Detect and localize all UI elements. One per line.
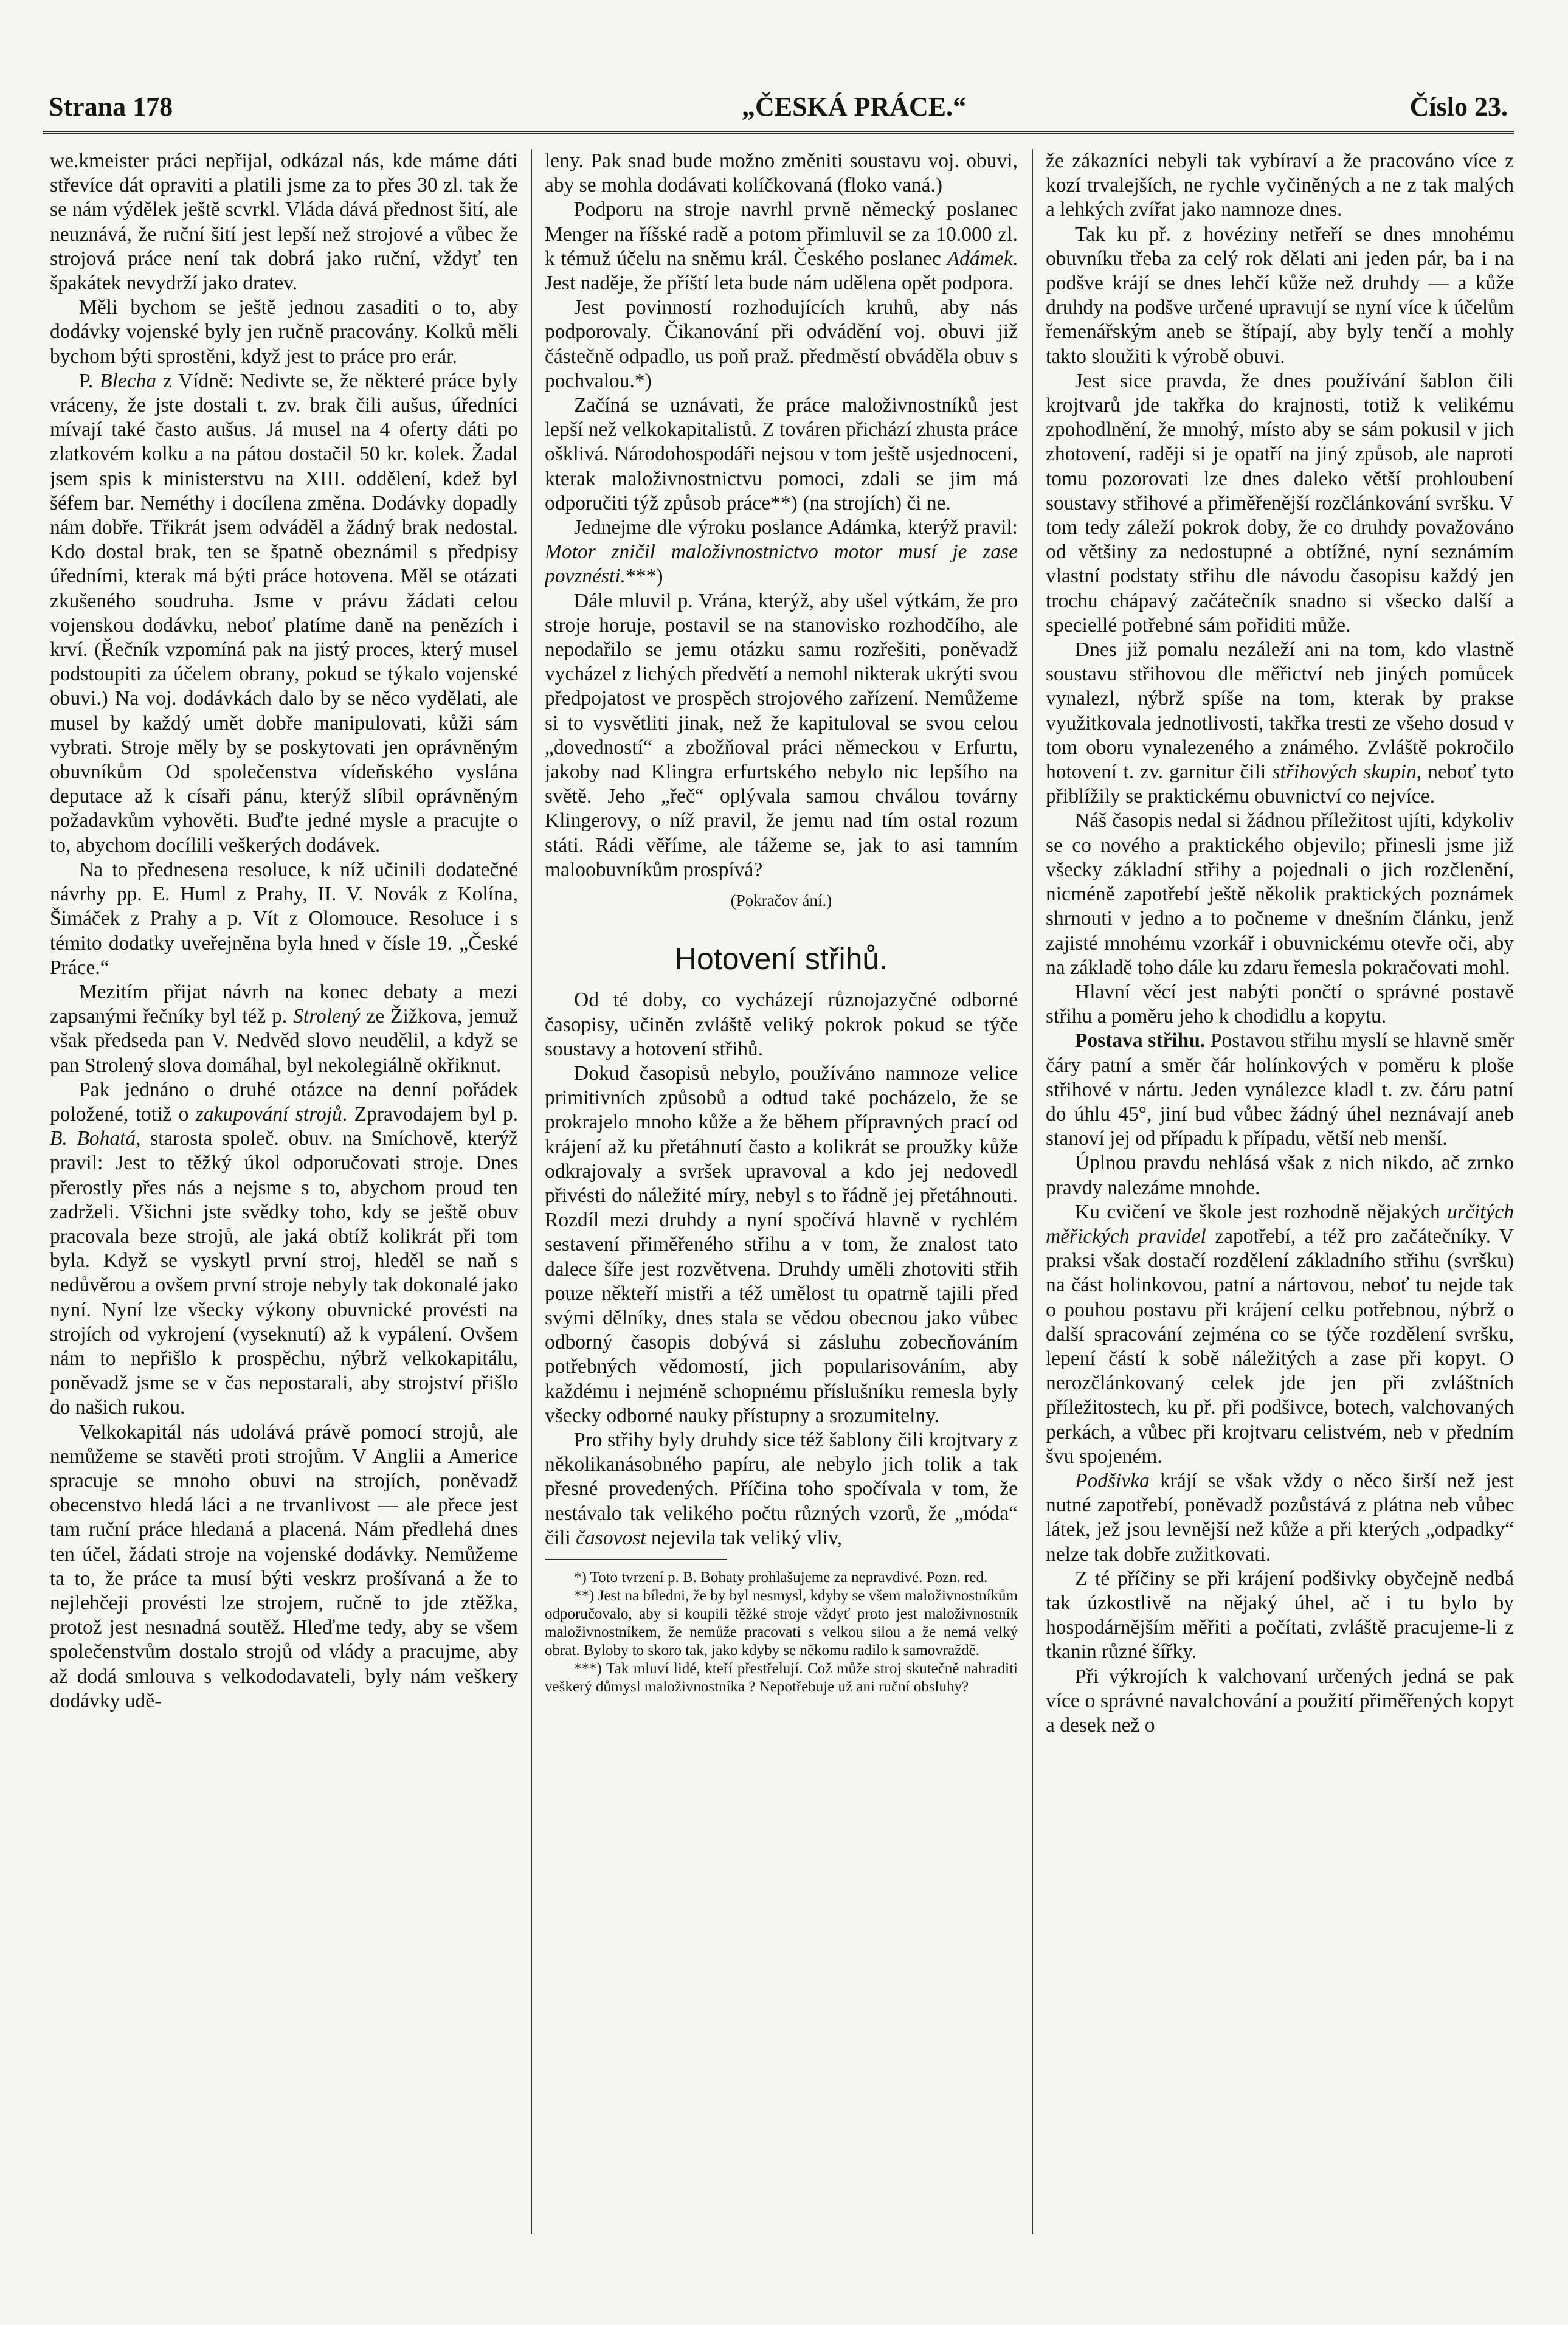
section-heading: Postava střihu. — [1075, 1029, 1206, 1052]
paragraph: že zákazníci nebyli tak vybíraví a že pracováno více z kozí trvalejších, ne rychle vyčiněných a ne z tak malých a lehkých zvířat jako namnoze dnes. — [1046, 150, 1514, 221]
paragraph — [545, 516, 1018, 589]
quote: Motor zničil maloživnostnictvo motor musí je zase povznésti. — [545, 541, 1018, 588]
paragraph — [1046, 1200, 1514, 1469]
column-2 — [545, 149, 1018, 2234]
paragraph — [1046, 1469, 1514, 1567]
paragraph — [1046, 1029, 1514, 1151]
paragraph: Začíná se uznávati, že práce maloživnostníků jest lepší než velkokapitalistů. Z továren přichází zhusta práce ošklivá. Národohospodáři nejsou v tom ještě usjednoceni, kterak maloživnostnictvu pomoci, zdali se jim má odporučiti týž způsob práce**) (na strojích) či ne. — [545, 394, 1018, 514]
footnote-separator — [545, 1559, 727, 1560]
text-run: ze Žižkova, jemuž však předseda pan V. Nedvěd slovo neudělil, a když se pan Strolený slova domáhal, byl nekolegiálně okřiknut. — [50, 1005, 518, 1077]
column-3 — [1046, 149, 1514, 2234]
paragraph: Jest povinností rozhodujících kruhů, aby nás podporovaly. Čikanování při odvádění voj. obuvi již částečně odpadlo, us poň praž. předměstí obváděla obuv s pochvalou.*) — [545, 296, 1018, 392]
column-1 — [50, 149, 518, 2234]
paragraph: Velkokapitál nás udolává právě pomocí strojů, ale nemůžeme se stavěti proti strojům. V Anglii a Americe spracuje se mnoho obuvi na strojích, poněvadž obecenstvo hledá láci a ne trvanlivost — ale přece jest tam ruční práce hledaná a placená. Nám předlehá dnes ten účel, žádati stroje na vojenské dodávky. Nemůžeme ta to, že práce ta musí býti veskrz prošívaná a že to nejlehčeji provésti lze strojem, ručně to jde ztěžka, protož jest nesnadná soutěž. Hleďme tedy, aby se všem společenstvům dostalo strojů od vlády a pracujme, aby až dodá smlouva s velkododavateli, byly nám veškery dodávky udě- — [50, 1420, 518, 1712]
text-run: P. — [79, 369, 100, 392]
publication-title: „ČESKÁ PRÁCE.“ — [742, 92, 967, 122]
paragraph: Tak ku př. z hovéziny netřeří se dnes mnohému obuvníku třeba za celý rok dělati ani jeden pár, ba i na podšve krájí se dnes lehčí kůže než druhdy — a kůže druhdy na podšve určené upravují se nyní více k účelům řemenářským aneb se štípají, aby byly tenčí a mohly takto sloužiti k výrobě obuvi. — [1046, 223, 1514, 368]
text-run: Jednejme dle výroku poslance Adámka, kterýž pravil: — [574, 516, 1018, 539]
emphasis: Podšivka — [1075, 1469, 1150, 1492]
text-run: . Zpravodajem byl p. — [342, 1102, 518, 1125]
text-run: Mezitím přijat návrh na konec debaty a mezi zapsanými řečníky byl též p. — [50, 980, 518, 1028]
paragraph: Z té příčiny se při krájení podšivky obyčejně nedbá tak úzkostlivě na nějaký úhel, ač i tu bylo by hospodárnějším měřiti a počítati, zvláště pracujeme-li z tkanin různé šířky. — [1046, 1567, 1514, 1663]
paragraph: Jest sice pravda, že dnes používání šablon čili krojtvarů jde takřka do krajnosti, totiž k velikému zpohodlnění, že mnohý, místo aby se sám pokusil v jich zhotovení, raději si je opatří na jiný způsob, ale naproti tomu pozorovati lze dnes daleko větší prohloubení soustavy střihové a přiměřenější rozčlánkování svršku. V tom tedy záleží pokrok doby, že co druhdy považováno od většiny za nedostupné a obtížné, nyní seznámím vlastní podstaty střihu dle návodu časopisu každý jen trochu chápavý začátečník snadno si všecko další a speciellé potřebné sám pořiditi může. — [1046, 369, 1514, 637]
paragraph: leny. Pak snad bude možno změniti soustavu voj. obuvi, aby se mohla dodávati kolíčkovaná (floko vaná.) — [545, 150, 1018, 197]
emphasis: zakupování strojů — [195, 1102, 342, 1125]
paragraph — [545, 1428, 1018, 1550]
text-run: Pak jednáno o druhé otázce na denní pořádek položené, totiž o — [50, 1078, 518, 1125]
column-divider — [1032, 149, 1033, 2234]
speaker-name: Blecha — [100, 369, 157, 392]
paragraph: Od té doby, co vycházejí různojazyčné odborné časopisy, učiněn zvláště veliký pokrok pokud se týče soustavy a hotovení střihů. — [545, 989, 1018, 1060]
continuation-note: (Pokračov ání.) — [730, 891, 832, 910]
issue-number: Číslo 23. — [1409, 92, 1508, 122]
text-run: Ku cvičení ve škole jest rozhodně nějakých — [1075, 1200, 1448, 1223]
speaker-name: Strolený — [293, 1005, 361, 1028]
text-run: z Vídně: Nedivte se, že některé práce byly vráceny, že jste dostali t. zv. brak čili aušus, úředníci mívají také často aušus. Já musel na 4 oferty dáti po zlatkovém kolku a na pátou dostačil 50 kr. kolek. Žadal jsem spis k ministerstvu na XIII. oddělení, kdež byl šéfem bar. Neméthy i docílena změna. Dodávky dopadly nám dobře. Třikrát jsem odváděl a žádný brak nedostal. Kdo dostal brak, ten se špatně obeznámil s předpisy úředními, kterak má býti práce hotovena. Měl se otázati zkušeného soudruha. Jsme v právu žádati celou vojenskou dodávku, neboť platíme daně na penězích i krví. (Řečník vzpomíná pak na jistý proces, který musel podstoupiti za účelem obrany, pokud se týkalo vojenské obuvi.) Na voj. dodávkách dalo by se něco vydělati, ale musel by každý umět dobře manipulovati, kůži sám vybrati. Stroje měly by se poskytovati jen oprávněným obuvníkům Od společenstva vídeňského vyslána deputace až k císaři pánu, kterýž slíbil oprávněným požadavkům vyhověti. Buďte jedné mysle a pracujte o to, abychom docílili veškerých dodávek. — [50, 369, 518, 857]
paragraph — [50, 1078, 518, 1420]
text-run: , neboť tyto přiblížily se praktickému obuvnictví co nejvíce. — [1046, 761, 1514, 808]
paragraph: Hlavní věcí jest nabýti pončtí o správné postavě střihu a poměru jeho k chodidlu a kopytu. — [1046, 980, 1514, 1028]
text-run: ***) — [626, 565, 663, 588]
text-run: Pro střihy byly druhdy sice též šablony čili krojtvary z několikanásobného papíru, ale nebylo jich tolik a tak přesné provedených. Příčina toho spočívala v tom, že nestávalo tak velikého počtu různých vzorů, že „móda“ čili — [545, 1428, 1018, 1549]
paragraph: Při výkrojích k valchovaní určených jedná se pak více o správné navalchování a použití přiměřených kopyt a desek než o — [1046, 1665, 1514, 1736]
paragraph: Dále mluvil p. Vrána, kterýž, aby ušel výtkám, že pro stroje horuje, postavil se na stanovisko rozhodčího, ale nepodařilo se jemu otázku samu rozřešiti, poněvadž vycházel z lichých předvětí a nemohl nikterak ukrýti svou předpojatost ve prospěch strojového zařízení. Nemůžeme si to vysvětliti jinak, než že kapituloval se svou celou „dovedností“ a zbožňoval práci německou v Erfurtu, jakoby nad Klingra erfurtského nebylo nic lepšího na světě. Jeho „řeč“ oplývala samou chválou továrny Klingerovy, o níž pravil, že jemu nad tím ostal rozum státi. Rádi věříme, ale tážeme se, jak to asi tamním maloobuvníkům prospívá? — [545, 589, 1018, 881]
page-header — [43, 91, 1508, 134]
footnote: ***) Tak mluví lidé, kteří přestřelují. Což může stroj skutečně nahraditi veškerý důmysl maloživnostníka ? Nepotřebuje už ani ruční obsluhy? — [545, 1660, 1018, 1695]
paragraph: Měli bychom se ještě jednou zasaditi o to, aby dodávky vojenské byly jen ručně pracovány. Kolků měli bychom býti sprostěni, když jest to práce pro erár. — [50, 296, 518, 368]
paragraph — [1046, 638, 1514, 809]
column-divider — [531, 149, 532, 2234]
header-rule — [43, 131, 1514, 134]
footnote: **) Jest na bíledni, že by byl nesmysl, kdyby se všem maloživnostníkům odporučovalo, aby si koupili těžké stroje vždyť proto jest maloživnostník maloživnostníkem, že nemůže pracovati s velkou silou a že nemá velký obrat. Byloby to skoro tak, jako kdyby se někomu radilo k samovraždě. — [545, 1587, 1018, 1659]
paragraph: Na to přednesena resoluce, k níž učinili dodatečné návrhy pp. E. Huml z Prahy, II. V. Novák z Kolína, Šimáček z Prahy a p. Vít z Olomouce. Resoluce i s témito dodatky uveřejněna byla hned v čísle 19. „České Práce.“ — [50, 858, 518, 979]
text-run: Postavou střihu myslí se hlavně směr čáry patní a směr čár holínkových v poměru k ploše střihové v nártu. Jeden vynálezce kladl t. zv. čáru patní do úhlu 45°, jiní bud vůbec žádný úhel neznávají aneb stanoví jej od případu k případu, větší neb menší. — [1046, 1029, 1514, 1150]
emphasis: určitých měřických pravidel — [1046, 1200, 1514, 1248]
text-run: krájí se však vždy o něco širší než jest nutné zapotřebí, poněvadž pozůstává z plátna neb vůbec látek, jež jsou levnější než kůže a při kterých „odpadky“ nelze tak dobře zužitkovati. — [1046, 1469, 1514, 1566]
text-run: , starosta společ. obuv. na Smíchově, kterýž pravil: Jest to těžký úkol odporučovati stroje. Dnes přerostly přes nás a nejsme s to, abychom proud ten zadrželi. Všichni jste svědky toho, kdy se ještě obuv pracovala beze strojů, ale jaká obtíž kolikrát při tom byla. Když se vyskytl první stroj, hleděl se naň s nedůvěrou a ovšem první stroje nebyly tak dokonalé jako nyní. Nyní lze všecky výkony obuvnické provésti na strojích od vykrojení (vyseknutí) až k vypálení. Ovšem nám to nepřišlo k prospěchu, nýbrž velkokapitálu, poněvadž jsme se v čas nepostarali, aby strojství přišlo do našich rukou. — [50, 1127, 518, 1419]
text-run: . Jest naděje, že příští leta bude nám udělena opět podpora. — [545, 247, 1018, 295]
paragraph: Náš časopis nedal si žádnou příležitost ujíti, kdykoliv se co nového a praktického objevilo; přinesli jsme již všecky základní střihy a pojednali o jich rozčlenění, nicméně zapotřebí ještě několik praktických poznámek shrnouti v jedno a to počneme v dnešním článku, jenž zajisté mnohému vzorkář i obuvnickému otevře oči, aby na základě toho dále ku zdaru řemesla pokračovati mohl. — [1046, 809, 1514, 979]
article-title: Hotovení střihů. — [674, 942, 888, 976]
text-run: Dnes již pomalu nezáleží ani na tom, kdo vlastně soustavu střihovou dle měřictví neb jiných pomůcek vynalezl, nýbrž spíše na tom, kterak by prakse využitkovala jednotlivosti, takřka tresti ze všeho dosud v tom oboru vynalezeného a známého. Zvláště pokročilo hotovení t. zv. garnitur čili — [1046, 638, 1514, 784]
text-run: nejevila tak veliký vliv, — [646, 1526, 843, 1549]
speaker-name: B. Bohatá — [50, 1127, 136, 1150]
paragraph: Dokud časopisů nebylo, používáno namnoze velice primitivních způsobů a odtud také pocházelo, že se prokrajelo mnoho kůže a že během přípravných prací od krájení až ku přetáhnutí často a kolikrát se proužky kůže odkrajovaly a svršek upravoval a kdo jej nedovedl přivésti do náležité míry, nebyl s to řádně jej přetáhnouti. Rozdíl mezi druhdy a nyní spočívá hlavně v rychlém sestavení přiměřeného střihu a v tom, že znalost tato dalece šíře jest rozvětvena. Druhdy uměli zhotoviti střih pouze někteří mistři a též umělost tu opatrně tajili před svými dělníky, dnes stala se vědou obecnou jako vůbec odborný časopis dobývá si zásluhu zobecňováním potřebných vědomostí, jich popularisováním, aby každému i nejméně schopnému příslušníku remesla byly všecky odborné nauky přístupny a srozumitelny. — [545, 1062, 1018, 1427]
paragraph: Úplnou pravdu nehlásá však z nich nikdo, ač zrnko pravdy nalezáme mnohde. — [1046, 1152, 1514, 1199]
paragraph: we.kmeister práci nepřijal, odkázal nás, kde máme dáti střevíce dát opraviti a platili jsme za to přes 30 zl. tak že se nám výdělek ještě scvrkl. Vláda dává přednost šití, ale neuznává, že ruční šití jest lepší než strojové a vůbec že strojová práce není tak dobrá jako ruční, vždyť ten špakátek nevydrží jako dratev. — [50, 150, 518, 295]
paragraph — [50, 369, 518, 858]
paragraph — [50, 980, 518, 1078]
emphasis: střihových skupin — [1272, 761, 1417, 784]
paragraph — [545, 198, 1018, 295]
emphasis: časovost — [576, 1526, 646, 1549]
speaker-name: Adámek — [947, 247, 1013, 270]
footnote: *) Toto tvrzení p. B. Bohaty prohlašujeme za nepravdivé. Pozn. red. — [574, 1569, 988, 1586]
page-number: Strana 178 — [49, 92, 173, 122]
text-run: Podporu na stroje navrhl prvně německý poslanec Menger na říšské radě a potom přimluvil se za 10.000 zl. k témuž účelu na sněmu král. Českého poslanec — [545, 198, 1018, 270]
text-run: zapotřebí, a též pro začátečníky. V praksi však dostačí rozdělení základního střihu (svršku) na část holinkovou, patní a nártovou, neboť tu nejde tak o pouhou postavu při krájení celku potřebnou, nýbrž o další spracování zejména co se týče rozdělení svršku, lepení částí k sobě náležitých a zase při kopyt. O nerozčlánkovaný celek jde jen při zvláštních příležitostech, ku př. při podšivce, botech, valchovaných perkách, a vůbec při krojtvaru celistvém, neb v předním švu spojeném. — [1046, 1225, 1514, 1468]
